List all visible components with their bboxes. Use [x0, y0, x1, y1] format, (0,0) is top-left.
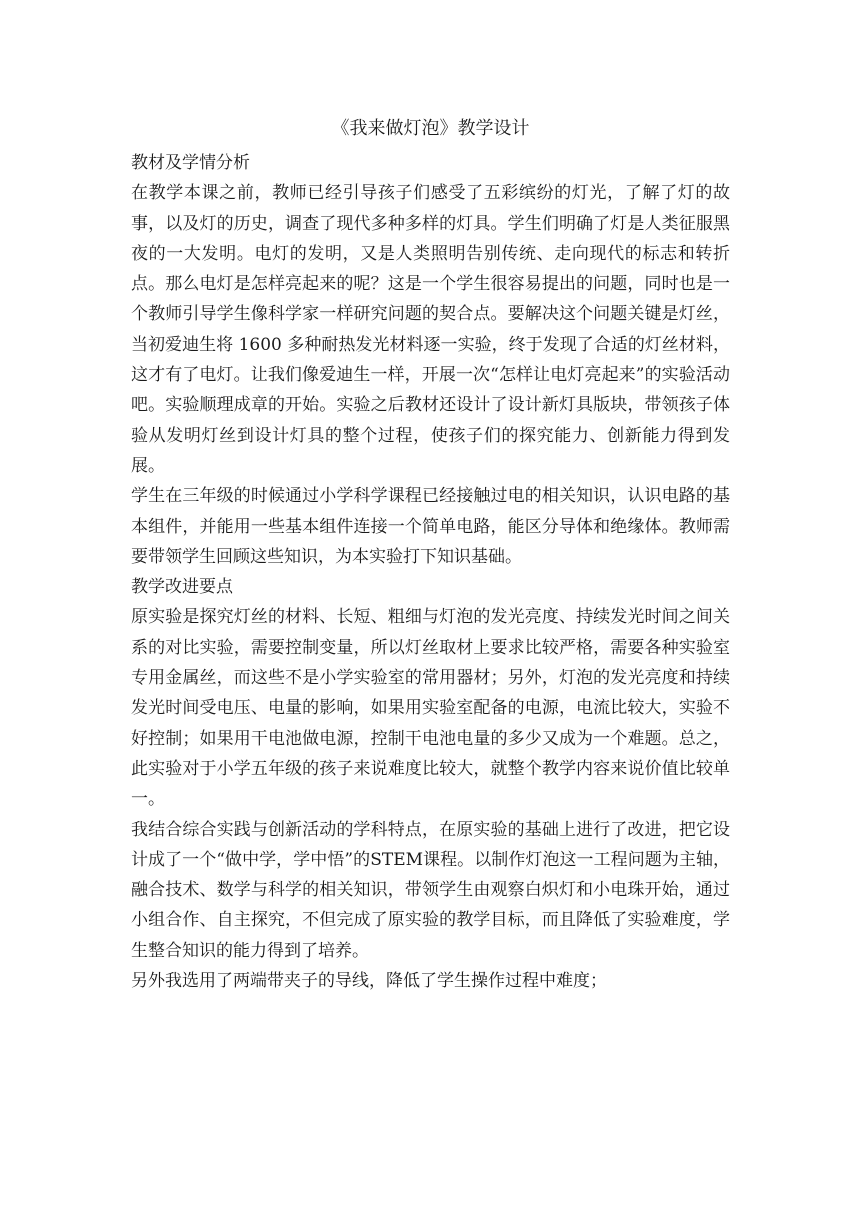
paragraph: 原实验是探究灯丝的材料、长短、粗细与灯泡的发光亮度、持续发光时间之间关系的对比实验，需要控制变量，所以灯丝取材上要求比较严格，需要各种实验室专用金属丝，而这些不是小学实验室的常用器材；另外，灯泡的发光亮度和持续发光时间受电压、电量的影响，如果用实验室配备的电源，电流比较大，实验不好控制；如果用干电池做电源，控制干电池电量的多少又成为一个难题。总之，此实验对于小学五年级的孩子来说难度比较大，就整个教学内容来说价值比较单一。: [131, 607, 730, 810]
section-heading-improvements: 教学改进要点: [131, 577, 233, 598]
document-title: 《我来做灯泡》教学设计: [331, 118, 530, 139]
section-heading-analysis: 教材及学情分析: [131, 153, 250, 173]
paragraph: 学生在三年级的时候通过小学科学课程已经接触过电的相关知识，认识电路的基本组件，并能用一些基本组件连接一个简单电路，能区分导体和绝缘体。教师需要带领学生回顾这些知识，为本实验打下知识基础。: [131, 486, 730, 567]
paragraph: 我结合综合实践与创新活动的学科特点，在原实验的基础上进行了改进，把它设计成了一个“做中学，学中悟”的STEM课程。以制作灯泡这一工程问题为主轴，融合技术、数学与科学的相关知识，带领学生由观察白炽灯和小电珠开始，通过小组合作、自主探究，不但完成了原实验的教学目标，而且降低了实验难度，学生整合知识的能力得到了培养。: [131, 819, 730, 961]
paragraph: 另外我选用了两端带夹子的导线，降低了学生操作过程中难度；: [131, 971, 607, 992]
document-body: [131, 114, 730, 996]
paragraph: 在教学本课之前，教师已经引导孩子们感受了五彩缤纷的灯光，了解了灯的故事，以及灯的历史，调查了现代多种多样的灯具。学生们明确了灯是人类征服黑夜的一大发明。电灯的发明，又是人类照明告别传统、走向现代的标志和转折点。那么电灯是怎样亮起来的呢？这是一个学生很容易提出的问题，同时也是一个教师引导学生像科学家一样研究问题的契合点。要解决这个问题关键是灯丝，当初爱迪生将 1600 多种耐热发光材料逐一实验，终于发现了合适的灯丝材料，这才有了电灯。让我们像爱迪生一样，开展一次“怎样让电灯亮起来”的实验活动吧。实验顺理成章的开始。实验之后教材还设计了设计新灯具版块，带领孩子体验从发明灯丝到设计灯具的整个过程，使孩子们的探究能力、创新能力得到发展。: [131, 183, 730, 476]
